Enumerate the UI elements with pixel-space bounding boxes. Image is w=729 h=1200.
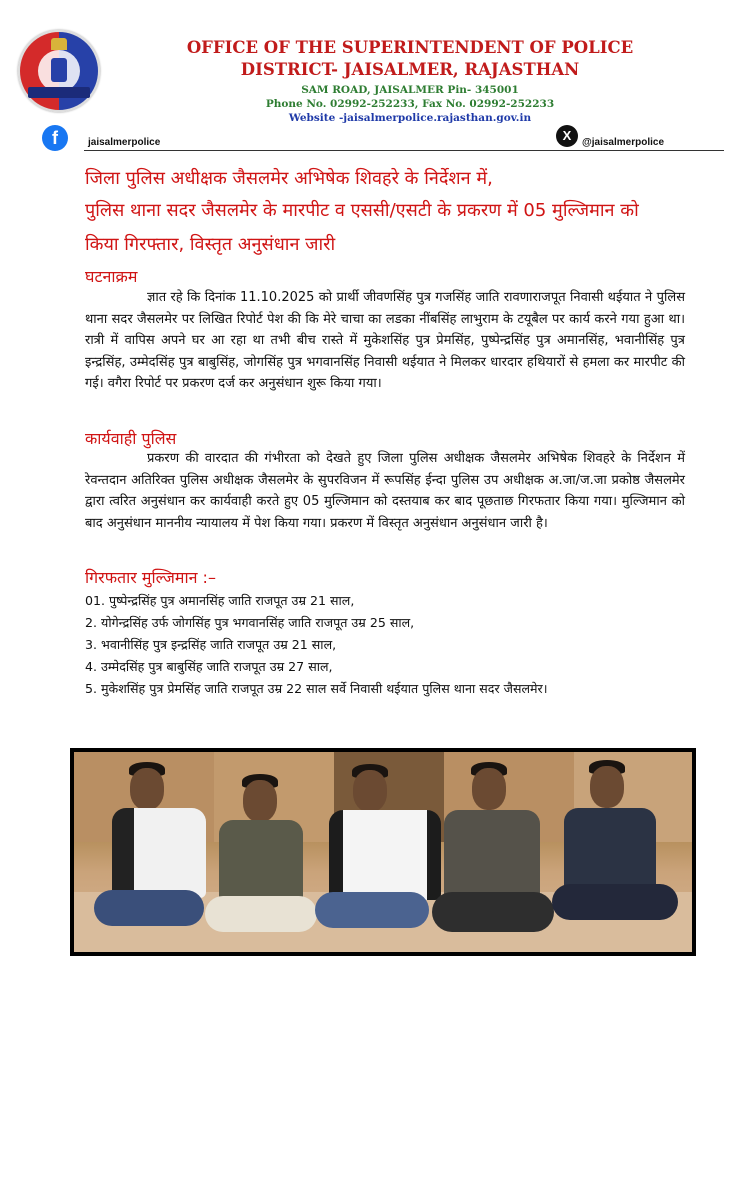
incident-text: ज्ञात रहे कि दिनांक 11.10.2025 को प्रार्थी जीवणसिंह पुत्र गजसिंह जाति रावणाराजपूत निवासी थईयात ने पुलिस थाना सदर जैसलमेर पर लिखित रिपोर्ट पेश की कि मेरे चाचा का लडका नींबसिंह लाभुराम के टयूबैल पर कार्य करने गया हुआ था। रात्री में वापिस अपने घर आ रहा था तभी बीच रास्ते में मुकेशसिंह पुत्र प्रेमसिंह, पुष्पेन्द्रसिंह पुत्र अमानसिंह, भवानीसिंह पुत्र इन्द्रसिंह, उम्मेदसिंह पुत्र बाबुसिंह, जोगसिंह पुत्र भगवानसिंह निवासी थईयात ने मिलकर धारदार हथियारों से हमला कर मारपीट की गई। वगैरा रिपोर्ट पर प्रकरण दर्ज कर अनुसंधान शुरू किया गया। xyxy=(85,290,685,391)
list-item: 01. पुष्पेन्द्रसिंह पुत्र अमानसिंह जाति राजपूत उम्र 21 साल, xyxy=(85,593,355,608)
emblem-crown xyxy=(51,38,67,50)
x-twitter-icon[interactable]: X xyxy=(556,125,578,147)
incident-heading: घटनाक्रम xyxy=(85,267,138,286)
facebook-handle[interactable]: jaisalmerpolice xyxy=(88,137,161,148)
police-emblem-logo xyxy=(18,30,100,112)
list-item: 5. मुकेशसिंह पुत्र प्रेमसिंह जाति राजपूत उम्र 22 साल सर्वे निवासी थईयात पुलिस थाना सदर जैसलमेर। xyxy=(85,681,548,696)
office-title: OFFICE OF THE SUPERINTENDENT OF POLICE xyxy=(186,38,634,57)
social-row xyxy=(42,125,682,153)
arrested-heading: गिरफतार मुल्जिमान :– xyxy=(85,568,216,587)
emblem-ribbon xyxy=(28,87,90,98)
facebook-icon[interactable]: f xyxy=(42,125,68,151)
header-divider xyxy=(84,150,724,151)
x-handle[interactable]: @jaisalmerpolice xyxy=(582,137,665,148)
arrested-group-photo xyxy=(70,748,696,956)
office-website[interactable]: Website -jaisalmerpolice.rajasthan.gov.in xyxy=(288,112,532,124)
police-action-text: प्रकरण की वारदात की गंभीरता को देखते हुए जिला पुलिस अधीक्षक जैसलमेर अभिषेक शिवहरे के निर्देशन में रेवन्तदान अतिरिक्त पुलिस अधीक्षक जैसलमेर के सुपरविजन में रूपसिंह ईन्दा पुलिस उप अधीक्षक अ.जा/ज.जा प्रकोष्ठ जैसलमेर द्वारा त्वरित अनुसंधान कर कार्यवाही करते हुए 05 मुल्जिमान को दस्तयाब कर बाद पूछताछ गिरफतार किया गया। मुल्जिमान को बाद अनुसंधान माननीय न्यायालय में पेश किया गया। प्रकरण में विस्तृत अनुसंधान अनुसंधान जारी है। xyxy=(85,451,685,531)
office-address: SAM ROAD, JAISALMER Pin- 345001 xyxy=(301,84,519,96)
arrested-list xyxy=(85,590,685,700)
district-title: DISTRICT- JAISALMER, RAJASTHAN xyxy=(240,60,580,79)
police-action-heading: कार्यवाही पुलिस xyxy=(85,429,177,448)
headline-line-3: किया गिरफ्तार, विस्तृत अनुसंधान जारी xyxy=(85,234,336,255)
incident-paragraph xyxy=(85,287,685,395)
office-phone: Phone No. 02992-252233, Fax No. 02992-252233 xyxy=(265,98,555,110)
photo-scene xyxy=(74,752,692,952)
list-item: 2. योगेन्द्रसिंह उर्फ जोगसिंह पुत्र भगवानसिंह जाति राजपूत उम्र 25 साल, xyxy=(85,615,415,630)
list-item: 4. उम्मेदसिंह पुत्र बाबुसिंह जाति राजपूत उम्र 27 साल, xyxy=(85,659,333,674)
emblem-center xyxy=(51,58,67,82)
headline-line-1: जिला पुलिस अधीक्षक जैसलमेर अभिषेक शिवहरे के निर्देशन में, xyxy=(85,168,493,189)
police-action-paragraph xyxy=(85,448,685,534)
headline-line-2: पुलिस थाना सदर जैसलमेर के मारपीट व एससी/एसटी के प्रकरण में 05 मुल्जिमान को xyxy=(85,200,639,221)
list-item: 3. भवानीसिंह पुत्र इन्द्रसिंह जाति राजपूत उम्र 21 साल, xyxy=(85,637,337,652)
